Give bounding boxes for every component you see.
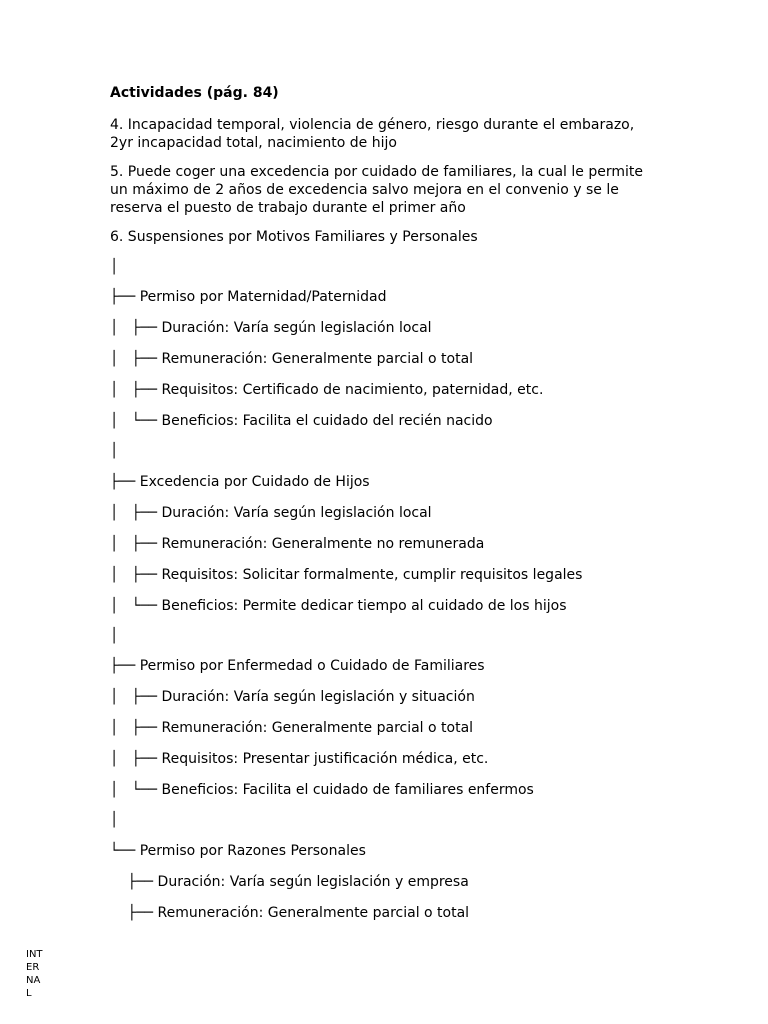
classification-label-part: NA [26, 975, 41, 986]
tree-line: └── Permiso por Razones Personales [110, 843, 366, 859]
answer-5-line-3: reserva el puesto de trabajo durante el primer año [110, 200, 466, 216]
classification-label-part: ER [26, 962, 40, 973]
classification-label-part: INT [26, 949, 43, 960]
tree-line: │ └── Beneficios: Permite dedicar tiempo al cuidado de los hijos [110, 598, 567, 614]
tree-line: │ ├── Requisitos: Certificado de nacimiento, paternidad, etc. [110, 382, 544, 398]
tree-line: │ [110, 259, 119, 275]
answer-5-line-1: 5. Puede coger una excedencia por cuidado de familiares, la cual le permite [110, 164, 643, 180]
tree-line: │ [110, 812, 119, 828]
tree-line: ├── Permiso por Enfermedad o Cuidado de Familiares [110, 658, 485, 674]
tree-line: │ └── Beneficios: Facilita el cuidado del recién nacido [110, 413, 493, 429]
tree-line: │ └── Beneficios: Facilita el cuidado de familiares enfermos [110, 782, 534, 798]
answer-5-line-2: un máximo de 2 años de excedencia salvo mejora en el convenio y se le [110, 182, 619, 198]
section-heading: Actividades (pág. 84) [110, 85, 279, 101]
tree-line: ├── Excedencia por Cuidado de Hijos [110, 474, 370, 490]
tree-line: │ ├── Remuneración: Generalmente no remunerada [110, 536, 485, 552]
tree-line: │ ├── Requisitos: Presentar justificación médica, etc. [110, 751, 489, 767]
tree-line: │ ├── Remuneración: Generalmente parcial o total [110, 720, 474, 736]
answer-6-title: 6. Suspensiones por Motivos Familiares y Personales [110, 229, 478, 245]
answer-4-line-1: 4. Incapacidad temporal, violencia de género, riesgo durante el embarazo, [110, 117, 635, 133]
tree-line: ├── Duración: Varía según legislación y empresa [110, 874, 469, 890]
tree-line: │ ├── Remuneración: Generalmente parcial o total [110, 351, 474, 367]
tree-line: │ ├── Duración: Varía según legislación local [110, 320, 432, 336]
answer-5 [110, 163, 670, 217]
tree-line: │ ├── Duración: Varía según legislación local [110, 505, 432, 521]
tree-line: │ ├── Requisitos: Solicitar formalmente, cumplir requisitos legales [110, 567, 583, 583]
classification-label [26, 948, 50, 1000]
classification-label-part: L [26, 988, 32, 999]
tree-line: │ [110, 443, 119, 459]
answer-4 [110, 116, 670, 152]
tree-line: ├── Permiso por Maternidad/Paternidad [110, 289, 387, 305]
tree-line: ├── Remuneración: Generalmente parcial o total [110, 905, 470, 921]
tree-line: │ [110, 628, 119, 644]
tree-line: │ ├── Duración: Varía según legislación y situación [110, 689, 475, 705]
answer-4-line-2: 2yr incapacidad total, nacimiento de hijo [110, 135, 397, 151]
